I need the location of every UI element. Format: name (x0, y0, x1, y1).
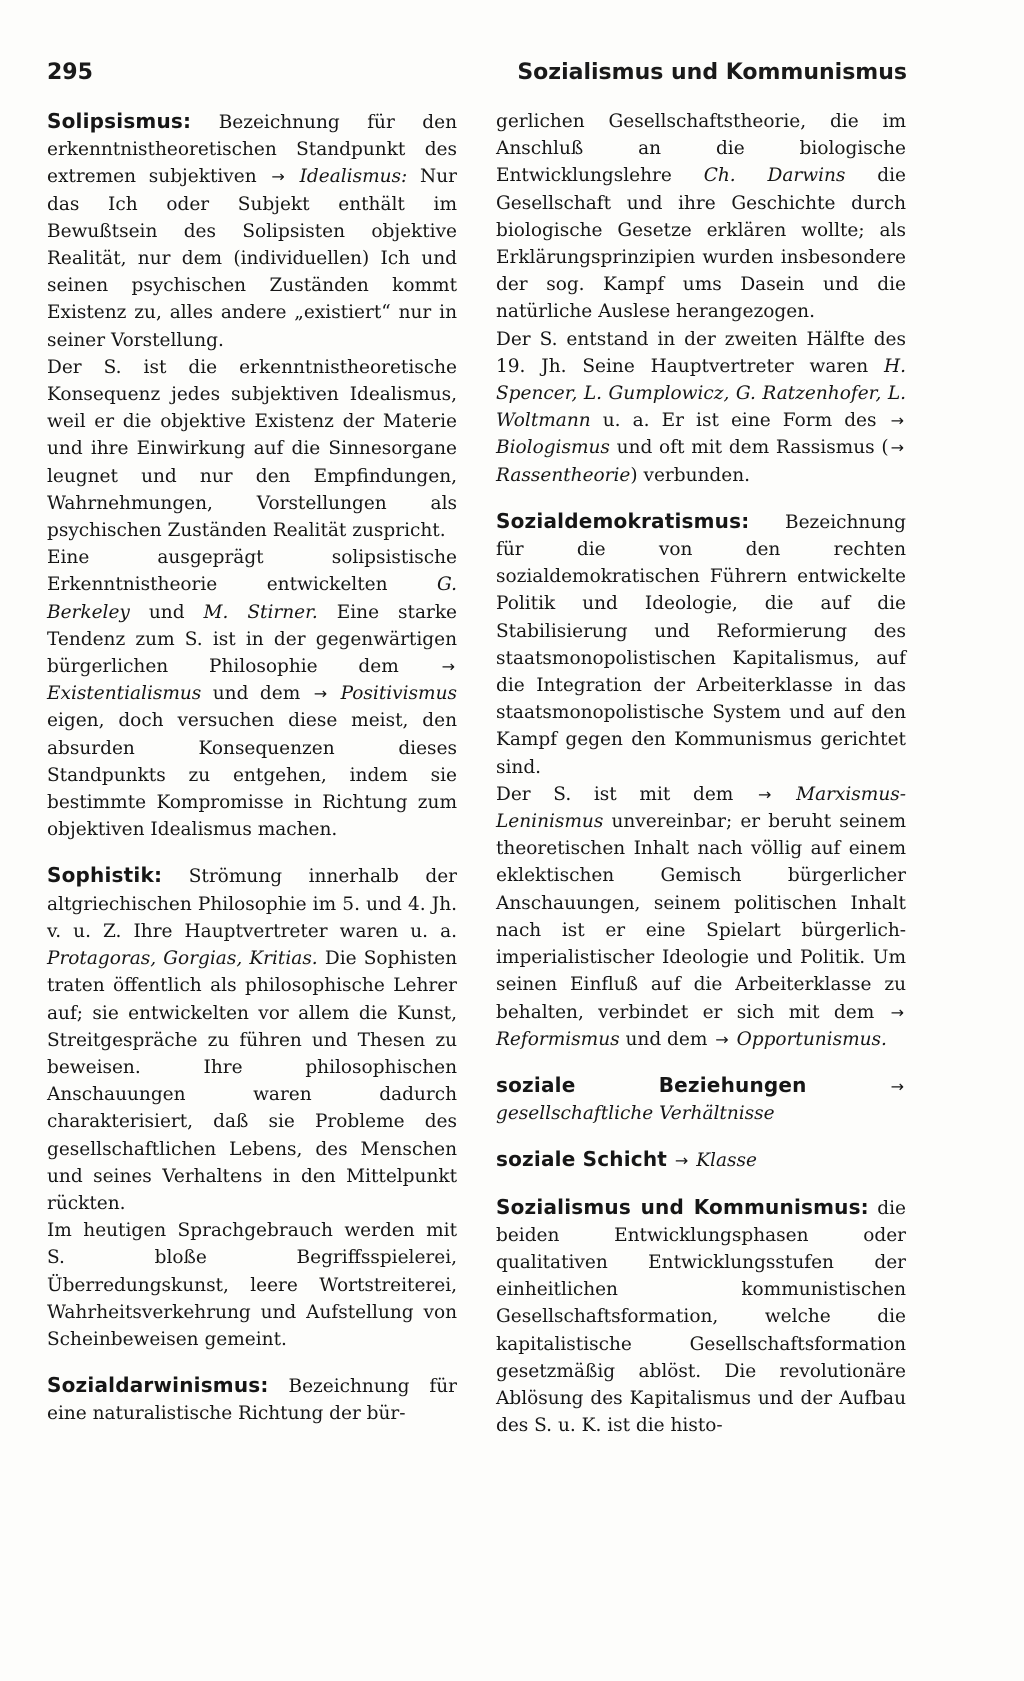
entry-text: und dem (201, 683, 312, 705)
entry-sozialismus-und-kommunismus (496, 1194, 906, 1440)
entry-text: und (129, 601, 204, 623)
cross-reference-link[interactable]: Idealismus: (299, 166, 408, 188)
entry-term: Solipsismus: (47, 109, 192, 133)
entry-term: Sozialismus und Kommunismus: (496, 1194, 869, 1219)
cross-reference-arrow-icon: → (890, 438, 904, 458)
entry-term: soziale Beziehungen (496, 1072, 807, 1097)
entry-text: u. a. Er ist eine Form des (590, 410, 889, 432)
person-names: H. Spencer, L. Gumplowicz, G. Ratzenhofer, L. Woltmann (496, 355, 906, 432)
entry-term: Sophistik: (47, 863, 163, 888)
person-name: G. Berkeley (47, 574, 457, 623)
entry-paragraph (496, 1194, 906, 1440)
entry-paragraph (496, 781, 906, 1053)
entry-text: gerlichen Gesellschaftstheorie, die im Anschluß an die biologische Entwicklungslehre (496, 111, 906, 187)
entry-paragraph (496, 1146, 906, 1174)
cross-reference-arrow-icon: → (674, 1151, 689, 1171)
entry-paragraph (47, 1372, 457, 1427)
cross-reference-arrow-icon: → (758, 784, 772, 804)
entry-paragraph (496, 508, 906, 781)
entry-soziale-beziehungen (496, 1072, 906, 1127)
entry-text: die beiden Entwicklungsphasen oder qualitativen Entwicklungsstufen der einheitlichen kommunistischen Gesellschaftsformation, welche die kapitalistische Gesellschaftsformation gesetzmäßig ablöst. Die revolutionäre Ablösung des Kapitalismus und der Aufbau des S. u. K. ist die histo- (496, 1197, 906, 1437)
entry-text: Der S. entstand in der zweiten Hälfte des 19. Jh. Seine Hauptvertreter waren (496, 328, 906, 377)
left-column (47, 108, 457, 1447)
entry-text: Strömung innerhalb der altgriechischen Philosophie im 5. und 4. Jh. v. u. Z. Ihre Hauptvertreter waren u. a. (47, 866, 457, 942)
entry-paragraph: Der S. ist die erkenntnistheoretische Konsequenz jedes subjektiven Idealismus, weil er die objektive Existenz der Materie und ihre Einwirkung auf die Sinnesorgane leugnet und nur den Empfindungen, Wahrnehmungen, Vorstellungen als psychischen Zuständen Realität zuspricht. (47, 356, 457, 542)
entry-text: Eine ausgeprägt solipsistische Erkenntnistheorie entwickelten (47, 547, 457, 596)
cross-reference-arrow-icon: → (890, 1076, 904, 1096)
cross-reference-arrow-icon: → (715, 1029, 729, 1049)
person-name: M. Stirner. (203, 601, 318, 623)
entry-soziale-schicht (496, 1146, 906, 1174)
entry-text: Eine starke Tendenz zum S. ist in der gegenwärtigen bürgerlichen Philosophie dem (47, 601, 457, 678)
entry-text: und dem (619, 1028, 714, 1050)
entry-paragraph (496, 108, 906, 326)
cross-reference-link[interactable]: Opportunismus. (736, 1028, 887, 1050)
entry-text: die Gesellschaft und ihre Geschichte durch biologische Gesetze erklären wollte; als Erklärungsprinzipien wurden insbesondere der sog. Kampf ums Dasein und die natürliche Auslese herangezogen. (496, 165, 907, 323)
running-head: Sozialismus und Kommunismus (517, 60, 907, 85)
entry-text: ) verbunden. (630, 464, 750, 486)
entry-text: Bezeichnung für eine naturalistische Richtung der bür- (47, 1376, 457, 1425)
cross-reference-link[interactable]: Positivismus (340, 683, 457, 705)
person-name: Ch. Darwins (703, 165, 846, 187)
page-header (47, 56, 907, 92)
entry-sozialdemokratismus (496, 508, 906, 1053)
cross-reference-link[interactable]: Reformismus (496, 1028, 620, 1050)
cross-reference-arrow-icon: → (890, 411, 904, 431)
cross-reference-arrow-icon: → (441, 657, 455, 677)
cross-reference-link[interactable]: Klasse (696, 1150, 757, 1172)
entry-text: Der S. ist mit dem (496, 783, 757, 805)
right-column (496, 108, 906, 1458)
entry-sozialdarwinismus-continued (496, 108, 906, 489)
cross-reference-arrow-icon: → (890, 1002, 904, 1022)
cross-reference-arrow-icon: → (313, 684, 328, 704)
entry-text: eigen, doch versuchen diese meist, den absurden Konsequenzen dieses Standpunkts zu entgehen, indem sie bestimmte Kompromisse in Richtung zum objektiven Idealismus machen. (47, 710, 457, 841)
entry-text: Nur das Ich oder Subjekt enthält im Bewußtsein des Solipsisten objektive Realität, nur dem (individuellen) Ich und seinen psychischen Zuständen kommt Existenz zu, alles andere „existiert“ nur in seiner Vorstellung. (47, 166, 457, 351)
entry-term: soziale Schicht (496, 1147, 668, 1172)
entry-paragraph (47, 544, 457, 843)
page-number: 295 (47, 60, 93, 85)
entry-text: und oft mit dem Rassismus ( (609, 437, 889, 459)
entry-text: Die Sophisten traten öffentlich als philosophische Lehrer auf; sie entwickelten vor allem die Kunst, Streitgespräche zu führen und Thesen zu beweisen. Ihre philosophischen Anschauungen waren dadurch charakterisiert, daß sie Probleme des gesellschaftlichen Lebens, des Menschen und seines Verhaltens in den Mittelpunkt rückten. (47, 948, 457, 1214)
entry-text: Bezeichnung für die von den rechten sozialdemokratischen Führern entwickelte Politik und Ideologie, die auf die Stabilisierung und Reformierung des staatsmonopolistischen Kapitalismus, auf die Integration der Arbeiterklasse in das staatsmonopolistische System und auf den Kampf gegen den Kommunismus gerichtet sind. (496, 511, 906, 778)
cross-reference-link[interactable]: Biologismus (496, 437, 610, 459)
entry-solipsismus (47, 108, 457, 843)
cross-reference-arrow-icon: → (271, 167, 285, 187)
cross-reference-link[interactable]: Existentialismus (47, 683, 202, 705)
entry-text: unvereinbar; er beruht seinem theoretischen Inhalt nach völlig auf einem eklektischen Gemisch bürgerlicher Anschauungen, seinem politischen Inhalt nach ist er eine Spielart bürgerlich-imperialistischer Ideologie und Politik. Um seinen Einfluß auf die Arbeiterklasse zu behalten, verbindet er sich mit dem (496, 811, 906, 1023)
cross-reference-link[interactable]: Rassentheorie (496, 464, 631, 486)
entry-paragraph (496, 1072, 906, 1127)
entry-paragraph (47, 862, 457, 1217)
person-names: Protagoras, Gorgias, Kritias. (47, 948, 318, 970)
entry-paragraph: Im heutigen Sprachgebrauch werden mit S. bloße Begriffsspielerei, Überredungskunst, leere Wortstreiterei, Wahrheitsverkehrung und Aufstellung von Scheinbeweisen gemeint. (47, 1220, 457, 1350)
cross-reference-link[interactable]: gesellschaftliche Verhältnisse (496, 1103, 775, 1125)
entry-text: Bezeichnung für den erkenntnistheoretischen Standpunkt des extremen subjektiven (47, 112, 457, 188)
entry-term: Sozialdemokratismus: (496, 508, 750, 533)
entry-sozialdarwinismus (47, 1372, 457, 1427)
entry-paragraph (47, 108, 457, 354)
cross-reference-link[interactable]: Marxismus-Leninismus (496, 783, 906, 833)
entry-sophistik (47, 862, 457, 1353)
entry-term: Sozialdarwinismus: (47, 1373, 269, 1398)
entry-paragraph (496, 326, 906, 489)
